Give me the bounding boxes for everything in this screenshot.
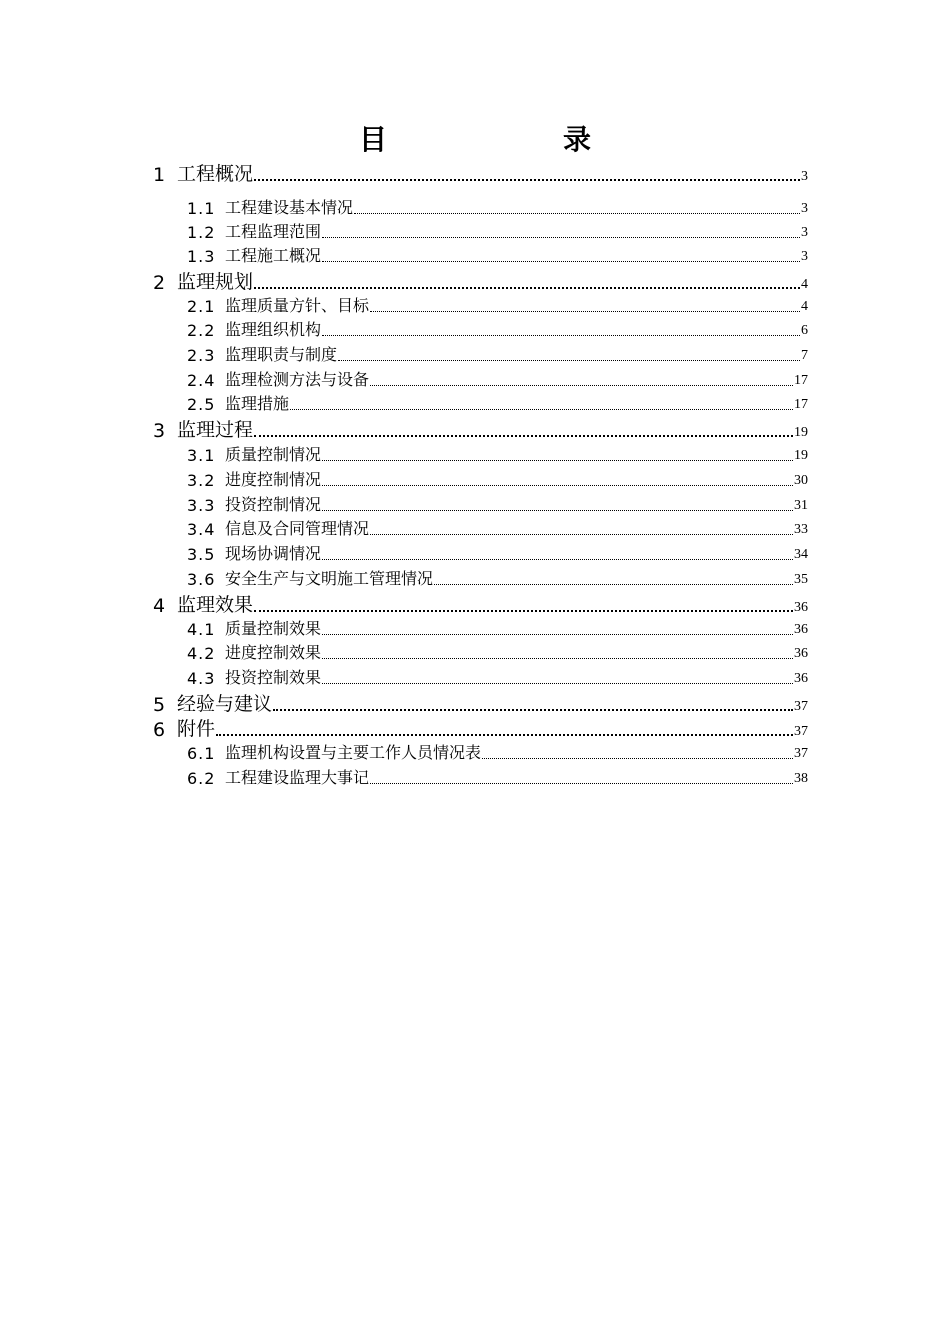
toc-section-entry[interactable] — [187, 664, 808, 688]
toc-entry-title: 投资控制效果 — [225, 668, 322, 687]
toc-section-entry[interactable] — [187, 194, 808, 218]
toc-chapter-entry[interactable] — [153, 416, 808, 442]
toc-dot-leader — [322, 335, 800, 336]
toc-section-entry[interactable] — [187, 390, 808, 414]
toc-section-entry[interactable] — [187, 316, 808, 340]
toc-entry-number: 1.2 — [187, 223, 216, 242]
toc-section-entry[interactable] — [187, 441, 808, 465]
toc-entry-number: 4.2 — [187, 644, 216, 663]
toc-entry-title: 监理质量方针、目标 — [225, 296, 370, 315]
toc-page-number: 17 — [794, 397, 808, 412]
toc-dot-leader — [254, 435, 793, 437]
toc-dot-leader — [370, 783, 793, 784]
toc-page-number: 34 — [794, 547, 808, 562]
toc-page-number: 36 — [794, 646, 808, 661]
toc-page-number: 36 — [794, 671, 808, 686]
toc-dot-leader — [322, 460, 793, 461]
toc-page-number: 3 — [801, 225, 808, 240]
toc-page-number: 7 — [801, 348, 808, 363]
toc-dot-leader — [216, 734, 793, 736]
toc-entry-number: 6.2 — [187, 769, 216, 788]
toc-page-number: 37 — [794, 699, 808, 714]
toc-page-number: 4 — [801, 299, 808, 314]
toc-entry-number: 4 — [153, 595, 166, 617]
toc-section-entry[interactable] — [187, 615, 808, 639]
toc-entry-title: 监理措施 — [225, 394, 290, 413]
toc-page-number: 35 — [794, 572, 808, 587]
toc-entry-number: 3.5 — [187, 545, 216, 564]
toc-entry-title: 进度控制效果 — [225, 643, 322, 662]
toc-page-number: 19 — [794, 425, 808, 440]
toc-chapter-entry[interactable] — [153, 591, 808, 617]
toc-dot-leader — [322, 261, 800, 262]
toc-entry-title: 工程建设基本情况 — [225, 198, 354, 217]
toc-section-entry[interactable] — [187, 341, 808, 365]
toc-section-entry[interactable] — [187, 540, 808, 564]
toc-dot-leader — [482, 758, 793, 759]
toc-entry-title: 工程建设监理大事记 — [225, 768, 370, 787]
toc-page-number: 3 — [801, 169, 808, 184]
toc-entry-title: 监理检测方法与设备 — [225, 370, 370, 389]
toc-entry-title: 信息及合同管理情况 — [225, 519, 370, 538]
toc-entry-number: 2.2 — [187, 321, 216, 340]
toc-page-number: 6 — [801, 323, 808, 338]
toc-section-entry[interactable] — [187, 515, 808, 539]
toc-entry-title: 附件 — [177, 718, 216, 740]
toc-page-number: 17 — [794, 373, 808, 388]
toc-entry-title: 质量控制效果 — [225, 619, 322, 638]
toc-dot-leader — [322, 559, 793, 560]
toc-entry-number: 2.1 — [187, 297, 216, 316]
toc-entry-number: 1 — [153, 164, 166, 186]
toc-entry-number: 3.4 — [187, 520, 216, 539]
toc-chapter-entry[interactable] — [153, 715, 808, 741]
toc-page-number: 30 — [794, 473, 808, 488]
toc-entry-number: 1.3 — [187, 247, 216, 266]
toc-section-entry[interactable] — [187, 218, 808, 242]
toc-page-number: 38 — [794, 771, 808, 786]
toc-entry-number: 2.5 — [187, 395, 216, 414]
toc-entry-title: 安全生产与文明施工管理情况 — [225, 569, 434, 588]
toc-page-number: 19 — [794, 448, 808, 463]
toc-page-number: 36 — [794, 622, 808, 637]
toc-page-number: 3 — [801, 201, 808, 216]
toc-dot-leader — [254, 610, 793, 612]
toc-entry-number: 3.3 — [187, 496, 216, 515]
toc-entry-number: 1.1 — [187, 199, 216, 218]
toc-dot-leader — [273, 709, 793, 711]
toc-entry-number: 3.6 — [187, 570, 216, 589]
toc-dot-leader — [354, 213, 800, 214]
toc-entry-title: 现场协调情况 — [225, 544, 322, 563]
toc-dot-leader — [290, 409, 793, 410]
toc-entry-title: 监理职责与制度 — [225, 345, 338, 364]
toc-page-number: 33 — [794, 522, 808, 537]
toc-entry-title: 质量控制情况 — [225, 445, 322, 464]
toc-dot-leader — [434, 584, 793, 585]
toc-entry-number: 3.2 — [187, 471, 216, 490]
toc-section-entry[interactable] — [187, 739, 808, 763]
toc-entry-title: 监理规划 — [177, 271, 254, 293]
toc-chapter-entry[interactable] — [153, 160, 808, 186]
toc-entry-title: 工程监理范围 — [225, 222, 322, 241]
toc-entry-title: 监理机构设置与主要工作人员情况表 — [225, 743, 482, 762]
toc-page-number: 4 — [801, 277, 808, 292]
toc-section-entry[interactable] — [187, 292, 808, 316]
toc-page-number: 37 — [794, 746, 808, 761]
toc-dot-leader — [370, 534, 793, 535]
toc-entry-title: 监理组织机构 — [225, 320, 322, 339]
toc-entry-number: 2.3 — [187, 346, 216, 365]
toc-dot-leader — [322, 485, 793, 486]
toc-entry-title: 进度控制情况 — [225, 470, 322, 489]
toc-section-entry[interactable] — [187, 565, 808, 589]
toc-section-entry[interactable] — [187, 639, 808, 663]
toc-dot-leader — [322, 510, 793, 511]
toc-entry-number: 3.1 — [187, 446, 216, 465]
toc-entry-number: 4.1 — [187, 620, 216, 639]
toc-page-number: 36 — [794, 600, 808, 615]
toc-dot-leader — [322, 237, 800, 238]
toc-entry-number: 6 — [153, 719, 166, 741]
page-title: 目 录 — [358, 123, 631, 156]
toc-chapter-entry[interactable] — [153, 690, 808, 716]
toc-entry-number: 5 — [153, 694, 166, 716]
toc-section-entry[interactable] — [187, 242, 808, 266]
toc-entry-number: 6.1 — [187, 744, 216, 763]
toc-entry-title: 工程施工概况 — [225, 246, 322, 265]
toc-dot-leader — [370, 385, 793, 386]
toc-entry-number: 2.4 — [187, 371, 216, 390]
toc-dot-leader — [370, 311, 800, 312]
toc-page-number: 31 — [794, 498, 808, 513]
toc-entry-title: 监理效果 — [177, 594, 254, 616]
toc-entry-number: 2 — [153, 272, 166, 294]
toc-dot-leader — [322, 683, 793, 684]
toc-entry-number: 4.3 — [187, 669, 216, 688]
toc-entry-title: 经验与建议 — [177, 693, 273, 715]
toc-entry-number: 3 — [153, 420, 166, 442]
toc-dot-leader — [254, 287, 800, 289]
toc-dot-leader — [322, 658, 793, 659]
toc-dot-leader — [338, 360, 800, 361]
toc-section-entry[interactable] — [187, 764, 808, 788]
toc-chapter-entry[interactable] — [153, 268, 808, 294]
toc-entry-title: 投资控制情况 — [225, 495, 322, 514]
toc-section-entry[interactable] — [187, 491, 808, 515]
toc-section-entry[interactable] — [187, 366, 808, 390]
toc-entry-title: 工程概况 — [177, 163, 254, 185]
toc-entry-title: 监理过程 — [177, 419, 254, 441]
toc-section-entry[interactable] — [187, 466, 808, 490]
toc-dot-leader — [254, 179, 800, 181]
toc-dot-leader — [322, 634, 793, 635]
toc-page-number: 3 — [801, 249, 808, 264]
toc-page-number: 37 — [794, 724, 808, 739]
